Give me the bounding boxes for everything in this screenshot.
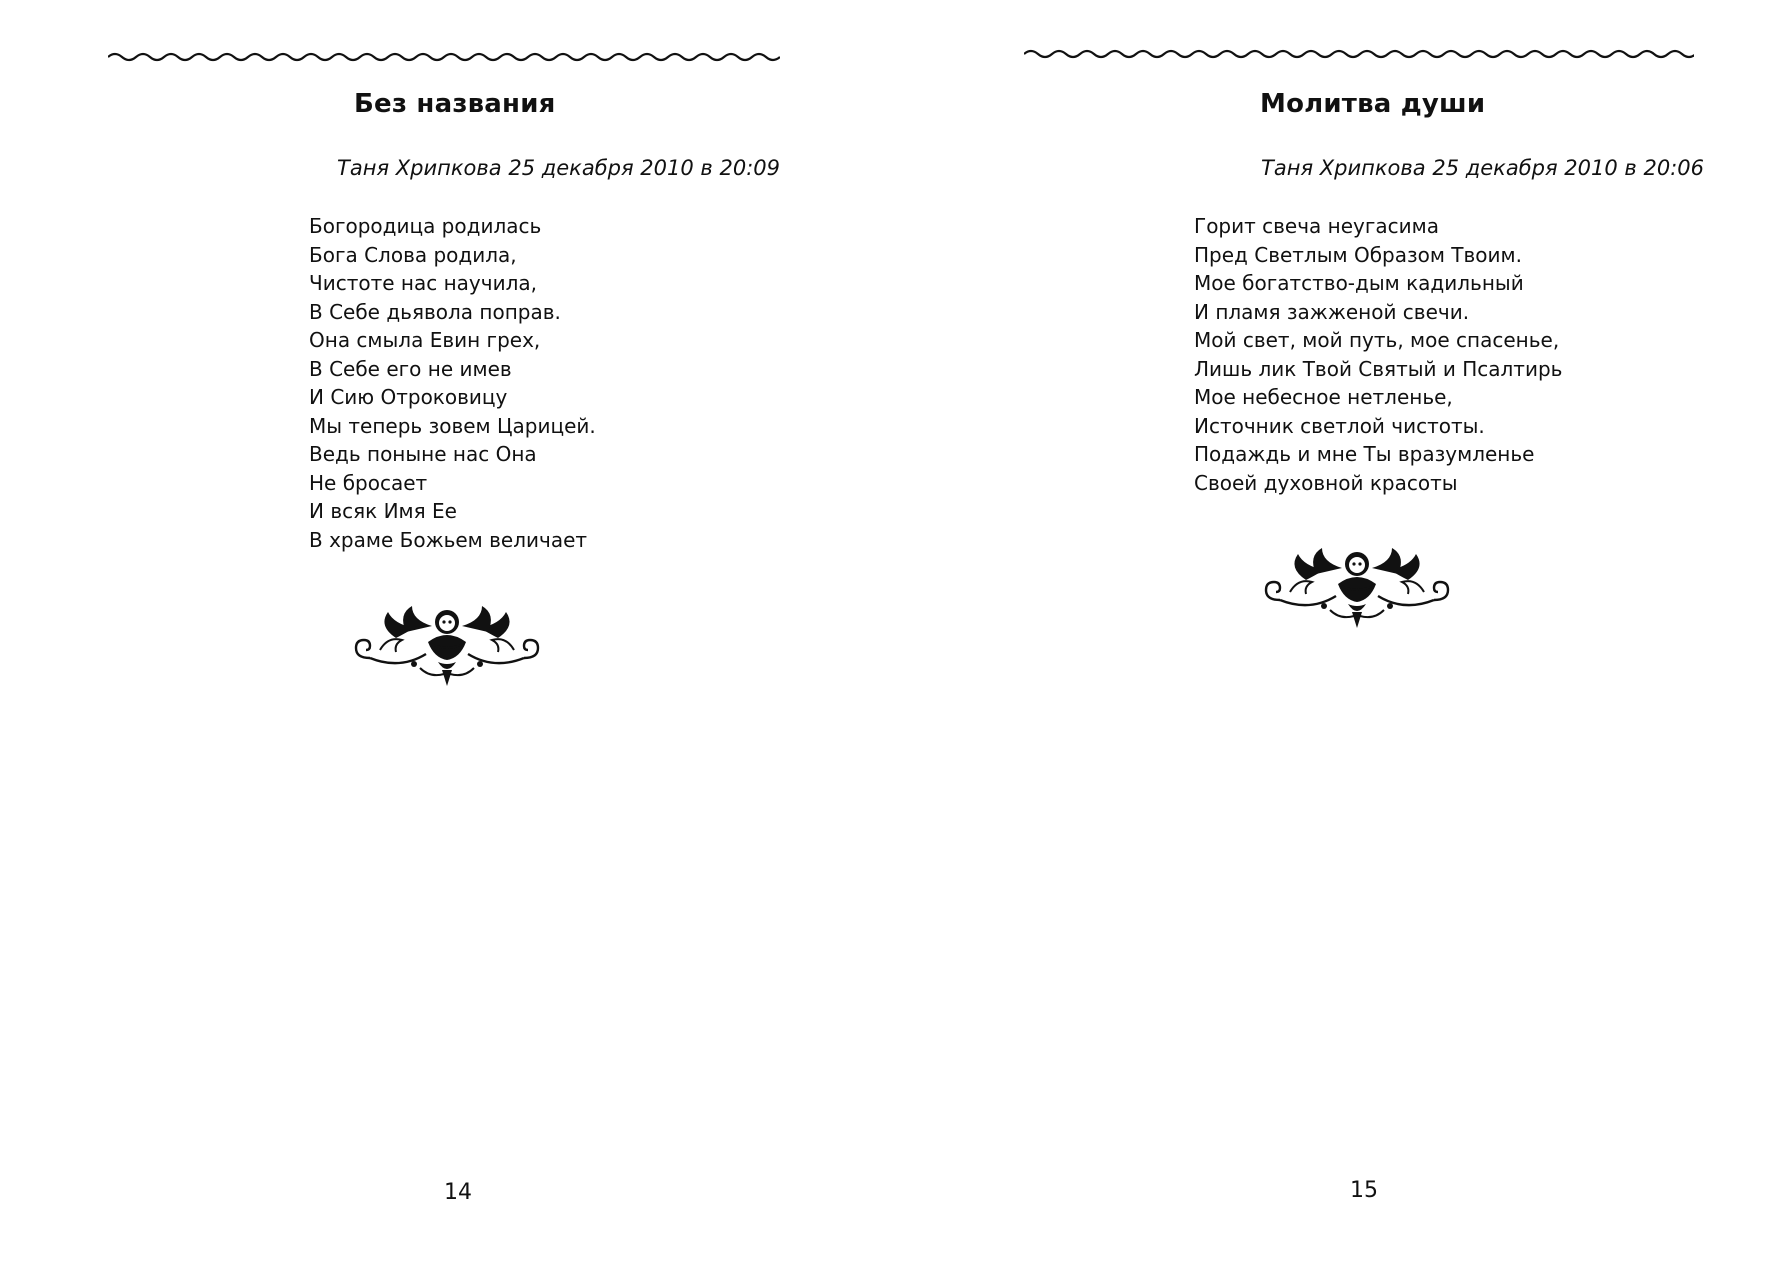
poem-byline: Таня Хрипкова 25 декабря 2010 в 20:06 — [1261, 156, 1704, 180]
poem-line: Мое небесное нетленье, — [1194, 385, 1453, 409]
right-page — [890, 0, 1782, 1268]
poem-line: В храме Божьем величает — [309, 527, 588, 552]
poem-line: И Сию Отроковицу — [309, 385, 508, 409]
cherub-ornament-icon — [1260, 540, 1454, 634]
poem-line: Богородица родилась — [309, 214, 542, 238]
poem-title: Без названия — [354, 89, 556, 119]
poem-line: И всяк Имя Ее — [309, 499, 457, 523]
poem-line: Она смыла Евин грех, — [309, 328, 541, 352]
wavy-rule-icon — [1024, 47, 1694, 61]
poem-byline: Таня Хрипкова 25 декабря 2010 в 20:09 — [337, 156, 780, 180]
page-number: 14 — [444, 1180, 472, 1205]
poem-line: Источник светлой чистоты. — [1194, 413, 1485, 438]
poem-line: Пред Светлым Образом Твоим. — [1194, 242, 1522, 267]
poem-line: Чистоте нас научила, — [309, 271, 537, 295]
poem-body — [309, 212, 596, 554]
poem-body — [1194, 212, 1562, 497]
left-page — [0, 0, 890, 1268]
poem-line: В Себе дьявола поправ. — [309, 299, 561, 324]
poem-line: Ведь поныне нас Она — [309, 442, 537, 466]
poem-line: Своей духовной красоты — [1194, 470, 1458, 495]
poem-line: Лишь лик Твой Святый и Псалтирь — [1194, 356, 1563, 381]
poem-line: Мы теперь зовем Царицей. — [309, 413, 596, 438]
poem-line: И пламя зажженой свечи. — [1194, 299, 1470, 324]
poem-line: Не бросает — [309, 470, 428, 495]
poem-line: В Себе его не имев — [309, 356, 512, 381]
poem-line: Подаждь и мне Ты вразумленье — [1194, 442, 1535, 466]
poem-line: Мое богатство-дым кадильный — [1194, 271, 1524, 295]
poem-title: Молитва души — [1260, 89, 1486, 119]
poem-line: Горит свеча неугасима — [1194, 214, 1439, 238]
poem-line: Бога Слова родила, — [309, 242, 517, 267]
cherub-ornament-icon — [350, 598, 544, 692]
page-number: 15 — [1350, 1178, 1378, 1203]
wavy-rule-icon — [108, 50, 780, 64]
poem-line: Мой свет, мой путь, мое спасенье, — [1194, 328, 1560, 352]
